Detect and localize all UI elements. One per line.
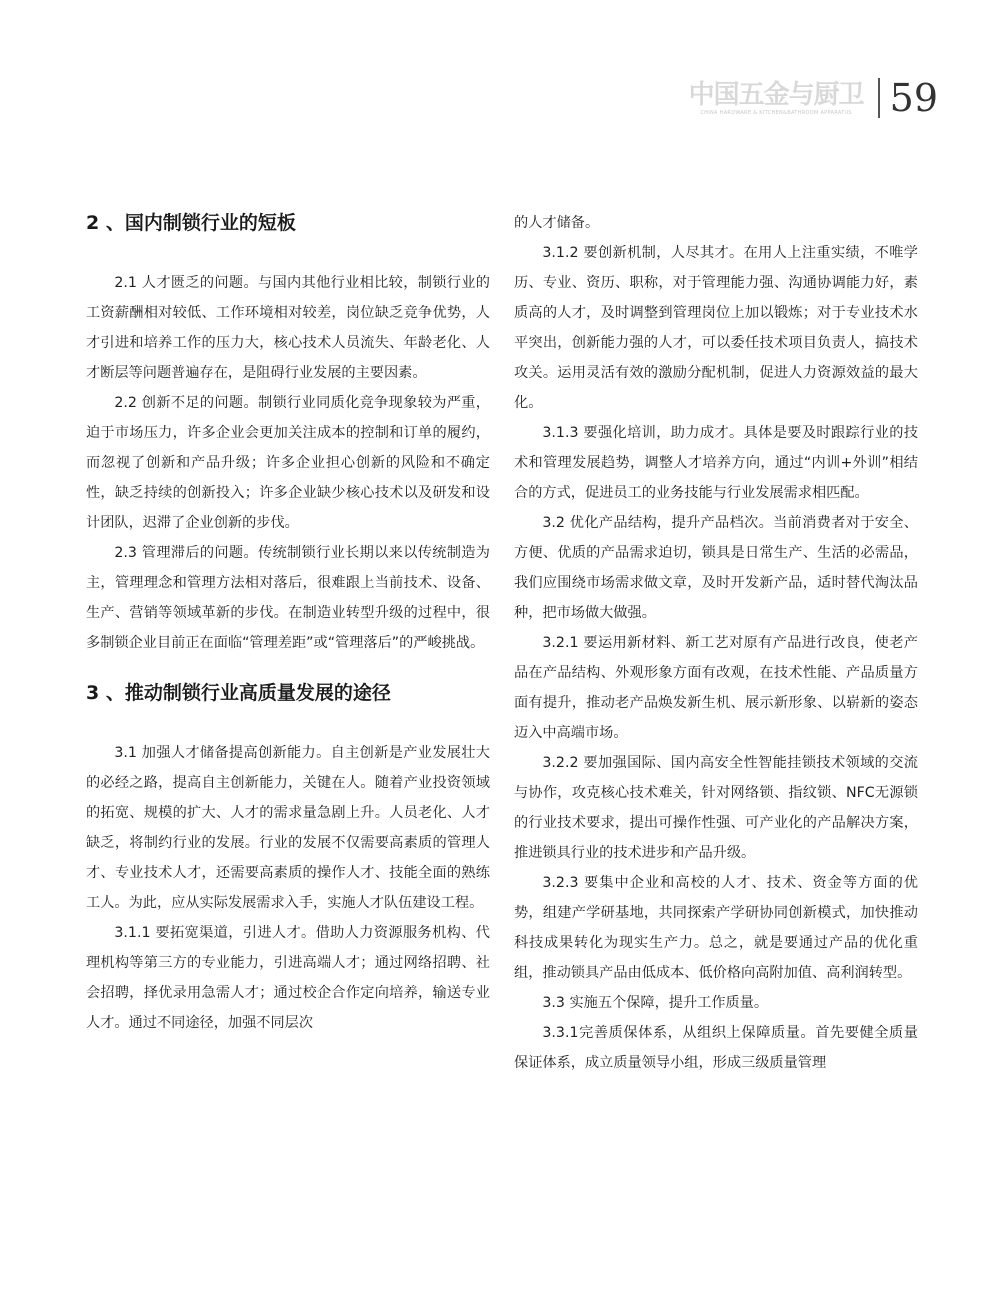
paragraph-3-1: 3.1 加强人才储备提高创新能力。自主创新是产业发展壮大的必经之路，提高自主创新能力，关键在人。随着产业投资领域的拓宽、规模的扩大、人才的需求量急剧上升。人员老化、人才缺乏，将制约行业的发展。行业的发展不仅需要高素质的管理人才、专业技术人才，还需要高素质的操作人才、技能全面的熟练工人。为此，应从实际发展需求入手，实施人才队伍建设工程。: [86, 745, 490, 911]
paragraph-3-3-1: 3.3.1完善质保体系，从组织上保障质量。首先要健全质量保证体系，成立质量领导小组，形成三级质量管理: [514, 1025, 918, 1071]
paragraph-3-1-3: 3.1.3 要强化培训，助力成才。具体是要及时跟踪行业的技术和管理发展趋势，调整人才培养方向，通过“内训+外训”相结合的方式，促进员工的业务技能与行业发展需求相匹配。: [514, 425, 918, 501]
paragraph-3-3: 3.3 实施五个保障，提升工作质量。: [542, 995, 769, 1011]
left-column: [86, 206, 490, 1038]
paragraph-continuation: 的人才储备。: [514, 215, 600, 231]
right-column: [514, 208, 918, 1078]
paragraph-2-1: 2.1 人才匮乏的问题。与国内其他行业相比较，制锁行业的工资薪酬相对较低、工作环境相对较差，岗位缺乏竞争优势，人才引进和培养工作的压力大，核心技术人员流失、年龄老化、人才断层等问题普遍存在，是阻碍行业发展的主要因素。: [86, 275, 490, 381]
paragraph-3-1-1: 3.1.1 要拓宽渠道，引进人才。借助人力资源服务机构、代理机构等第三方的专业能力，引进高端人才；通过网络招聘、社会招聘，择优录用急需人才；通过校企合作定向培养，输送专业人才。通过不同途径，加强不同层次: [86, 925, 490, 1031]
magazine-logo: [689, 80, 864, 117]
paragraph-3-2-3: 3.2.3 要集中企业和高校的人才、技术、资金等方面的优势，组建产学研基地，共同探索产学研协同创新模式，加快推动科技成果转化为现实生产力。总之，就是要通过产品的优化重组，推动锁具产品由低成本、低价格向高附加值、高利润转型。: [514, 875, 918, 981]
paragraph-2-3: 2.3 管理滞后的问题。传统制锁行业长期以来以传统制造为主，管理理念和管理方法相对落后，很难跟上当前技术、设备、生产、营销等领域革新的步伐。在制造业转型升级的过程中，很多制锁企业目前正在面临“管理差距”或“管理落后”的严峻挑战。: [86, 545, 490, 651]
section-2-title: 2 、国内制锁行业的短板: [86, 212, 296, 234]
paragraph-3-2: 3.2 优化产品结构，提升产品档次。当前消费者对于安全、方便、优质的产品需求迫切，锁具是日常生产、生活的必需品，我们应围绕市场需求做文章，及时开发新产品，适时替代淘汰品种，把市场做大做强。: [514, 515, 918, 621]
magazine-name: 中国五金与厨卫: [688, 79, 864, 110]
magazine-english-name: CHINA HARDWARE & KITCHEN&BATHROOM APPARATUS: [700, 109, 852, 116]
section-3-title: 3 、推动制锁行业高质量发展的途径: [86, 682, 391, 704]
page-number: 59: [889, 76, 938, 120]
page-header: [689, 70, 938, 126]
paragraph-3-2-1: 3.2.1 要运用新材料、新工艺对原有产品进行改良，使老产品在产品结构、外观形象方面有改观，在技术性能、产品质量方面有提升，推动老产品焕发新生机、展示新形象、以崭新的姿态迈入中高端市场。: [514, 635, 918, 741]
paragraph-3-2-2: 3.2.2 要加强国际、国内高安全性智能挂锁技术领域的交流与协作，攻克核心技术难关，针对网络锁、指纹锁、NFC无源锁的行业技术要求，提出可操作性强、可产业化的产品解决方案，推进锁具行业的技术进步和产品升级。: [514, 755, 918, 861]
paragraph-2-2: 2.2 创新不足的问题。制锁行业同质化竞争现象较为严重，迫于市场压力，许多企业会更加关注成本的控制和订单的履约，而忽视了创新和产品升级；许多企业担心创新的风险和不确定性，缺乏持续的创新投入；许多企业缺少核心技术以及研发和设计团队，迟滞了企业创新的步伐。: [86, 395, 490, 531]
paragraph-3-1-2: 3.1.2 要创新机制，人尽其才。在用人上注重实绩，不唯学历、专业、资历、职称，对于管理能力强、沟通协调能力好，素质高的人才，及时调整到管理岗位上加以锻炼；对于专业技术水平突出，创新能力强的人才，可以委任技术项目负责人，搞技术攻关。运用灵活有效的激励分配机制，促进人力资源效益的最大化。: [514, 245, 918, 411]
header-divider: [878, 78, 880, 118]
